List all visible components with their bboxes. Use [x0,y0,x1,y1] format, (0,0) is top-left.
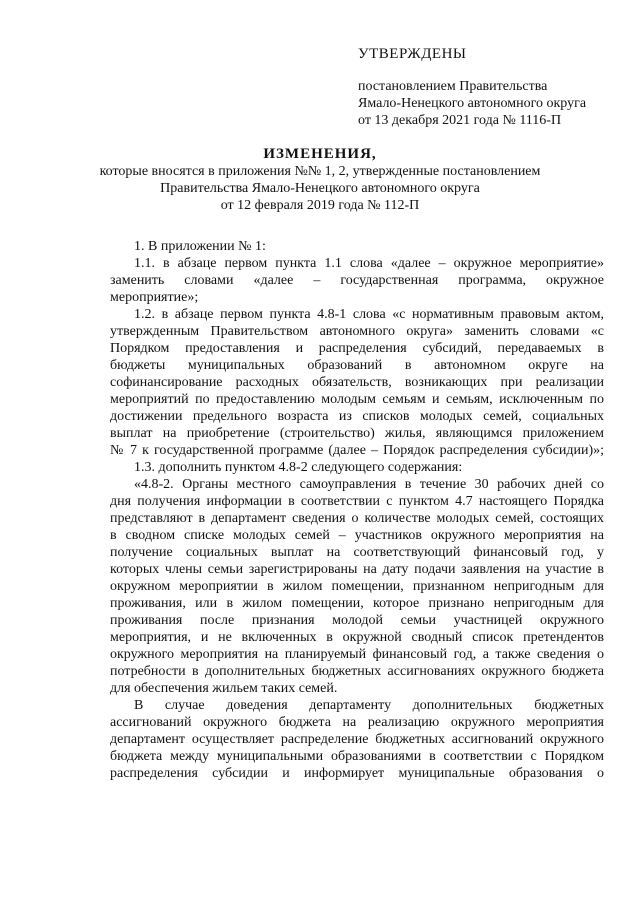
body-line: ассигнований окружного бюджета на реализацию окружного мероприятия [110,715,604,730]
body-line: В случае доведения департаменту дополнительных бюджетных [134,698,604,713]
body-line: 1.2. в абзаце первом пункта 4.8-1 слова «с нормативным правовым актом, [134,307,604,322]
body-line: которых члены семьи зарегистрированы на дату подачи заявления на участие в [110,562,604,577]
body-line: мероприятия, и не включенных в окружной сводный список претендентов [110,630,604,645]
body-line: представляют в департамент сведения о количестве молодых семей, состоящих [110,511,604,526]
body-line: № 7 к государственной программе (далее – Порядок распределения субсидии)»; [110,443,604,458]
approval-line: постановлением Правительства [358,79,548,94]
approval-line: от 13 декабря 2021 года № 1116-П [358,113,562,128]
document-title: ИЗМЕНЕНИЯ, [263,146,377,162]
body-line: «4.8-2. Органы местного самоуправления в течение 30 рабочих дней со [134,477,604,492]
body-line: дня получения информации в соответствии с пунктом 4.7 настоящего Порядка [110,494,604,509]
body-line: заменить словами «далее – государственная программа, окружное [110,273,604,288]
body-line: мероприятие»; [110,290,199,305]
body-line: для обеспечения жильем таких семей. [110,681,338,696]
body-line: 1.1. в абзаце первом пункта 1.1 слова «далее – окружное мероприятие» [134,256,604,271]
body-line: окружном мероприятии в жилом помещении, признанном непригодным для [110,579,604,594]
body-line: Порядком предоставления и распределения субсидий, передаваемых в [110,341,604,356]
body-line: 1. В приложении № 1: [134,239,266,254]
approval-line: Ямало-Ненецкого автономного округа [358,96,587,111]
body-line: софинансирование расходных обязательств, возникающих при реализации [110,375,604,390]
body-line: получение социальных выплат на соответствующий финансовый год, у [110,545,604,560]
body-line: 1.3. дополнить пунктом 4.8-2 следующего содержания: [134,460,463,475]
body-line: окружного мероприятия на планируемый финансовый год, а также сведения о [110,647,604,662]
document-subtitle-line: которые вносятся в приложения №№ 1, 2, утвержденные постановлением [99,164,541,179]
body-line: выплат на приобретение (строительство) жилья, являющимся приложением [110,426,604,441]
body-line: утвержденным Правительством автономного округа» заменить словами «с [110,324,604,339]
body-line: достижении предельного возраста из списков молодых семей, социальных [110,409,604,424]
approval-heading: УТВЕРЖДЕНЫ [358,46,467,62]
body-line: департамент осуществляет распределение бюджетных ассигнований окружного [110,732,604,747]
body-line: распределения субсидии и информирует муниципальные образования о [110,766,604,781]
document-subtitle-line: от 12 февраля 2019 года № 112-П [220,198,420,213]
body-line: в сводном списке молодых семей – участников окружного мероприятия на [110,528,604,543]
body-line: проживания, или в жилом помещении, которое признано непригодным для [110,596,604,611]
body-line: мероприятий по предоставлению молодым семьям и семьям, исключенным по [110,392,604,407]
body-line: потребности в дополнительных бюджетных ассигнованиях окружного бюджета [110,664,604,679]
body-line: бюджета между муниципальными образованиями в соответствии с Порядком [110,749,604,764]
body-line: бюджеты муниципальных образований в автономном округе на [110,358,604,373]
body-line: проживания после признания молодой семьи участницей окружного [110,613,604,628]
document-subtitle-line: Правительства Ямало-Ненецкого автономного округа [160,181,480,196]
